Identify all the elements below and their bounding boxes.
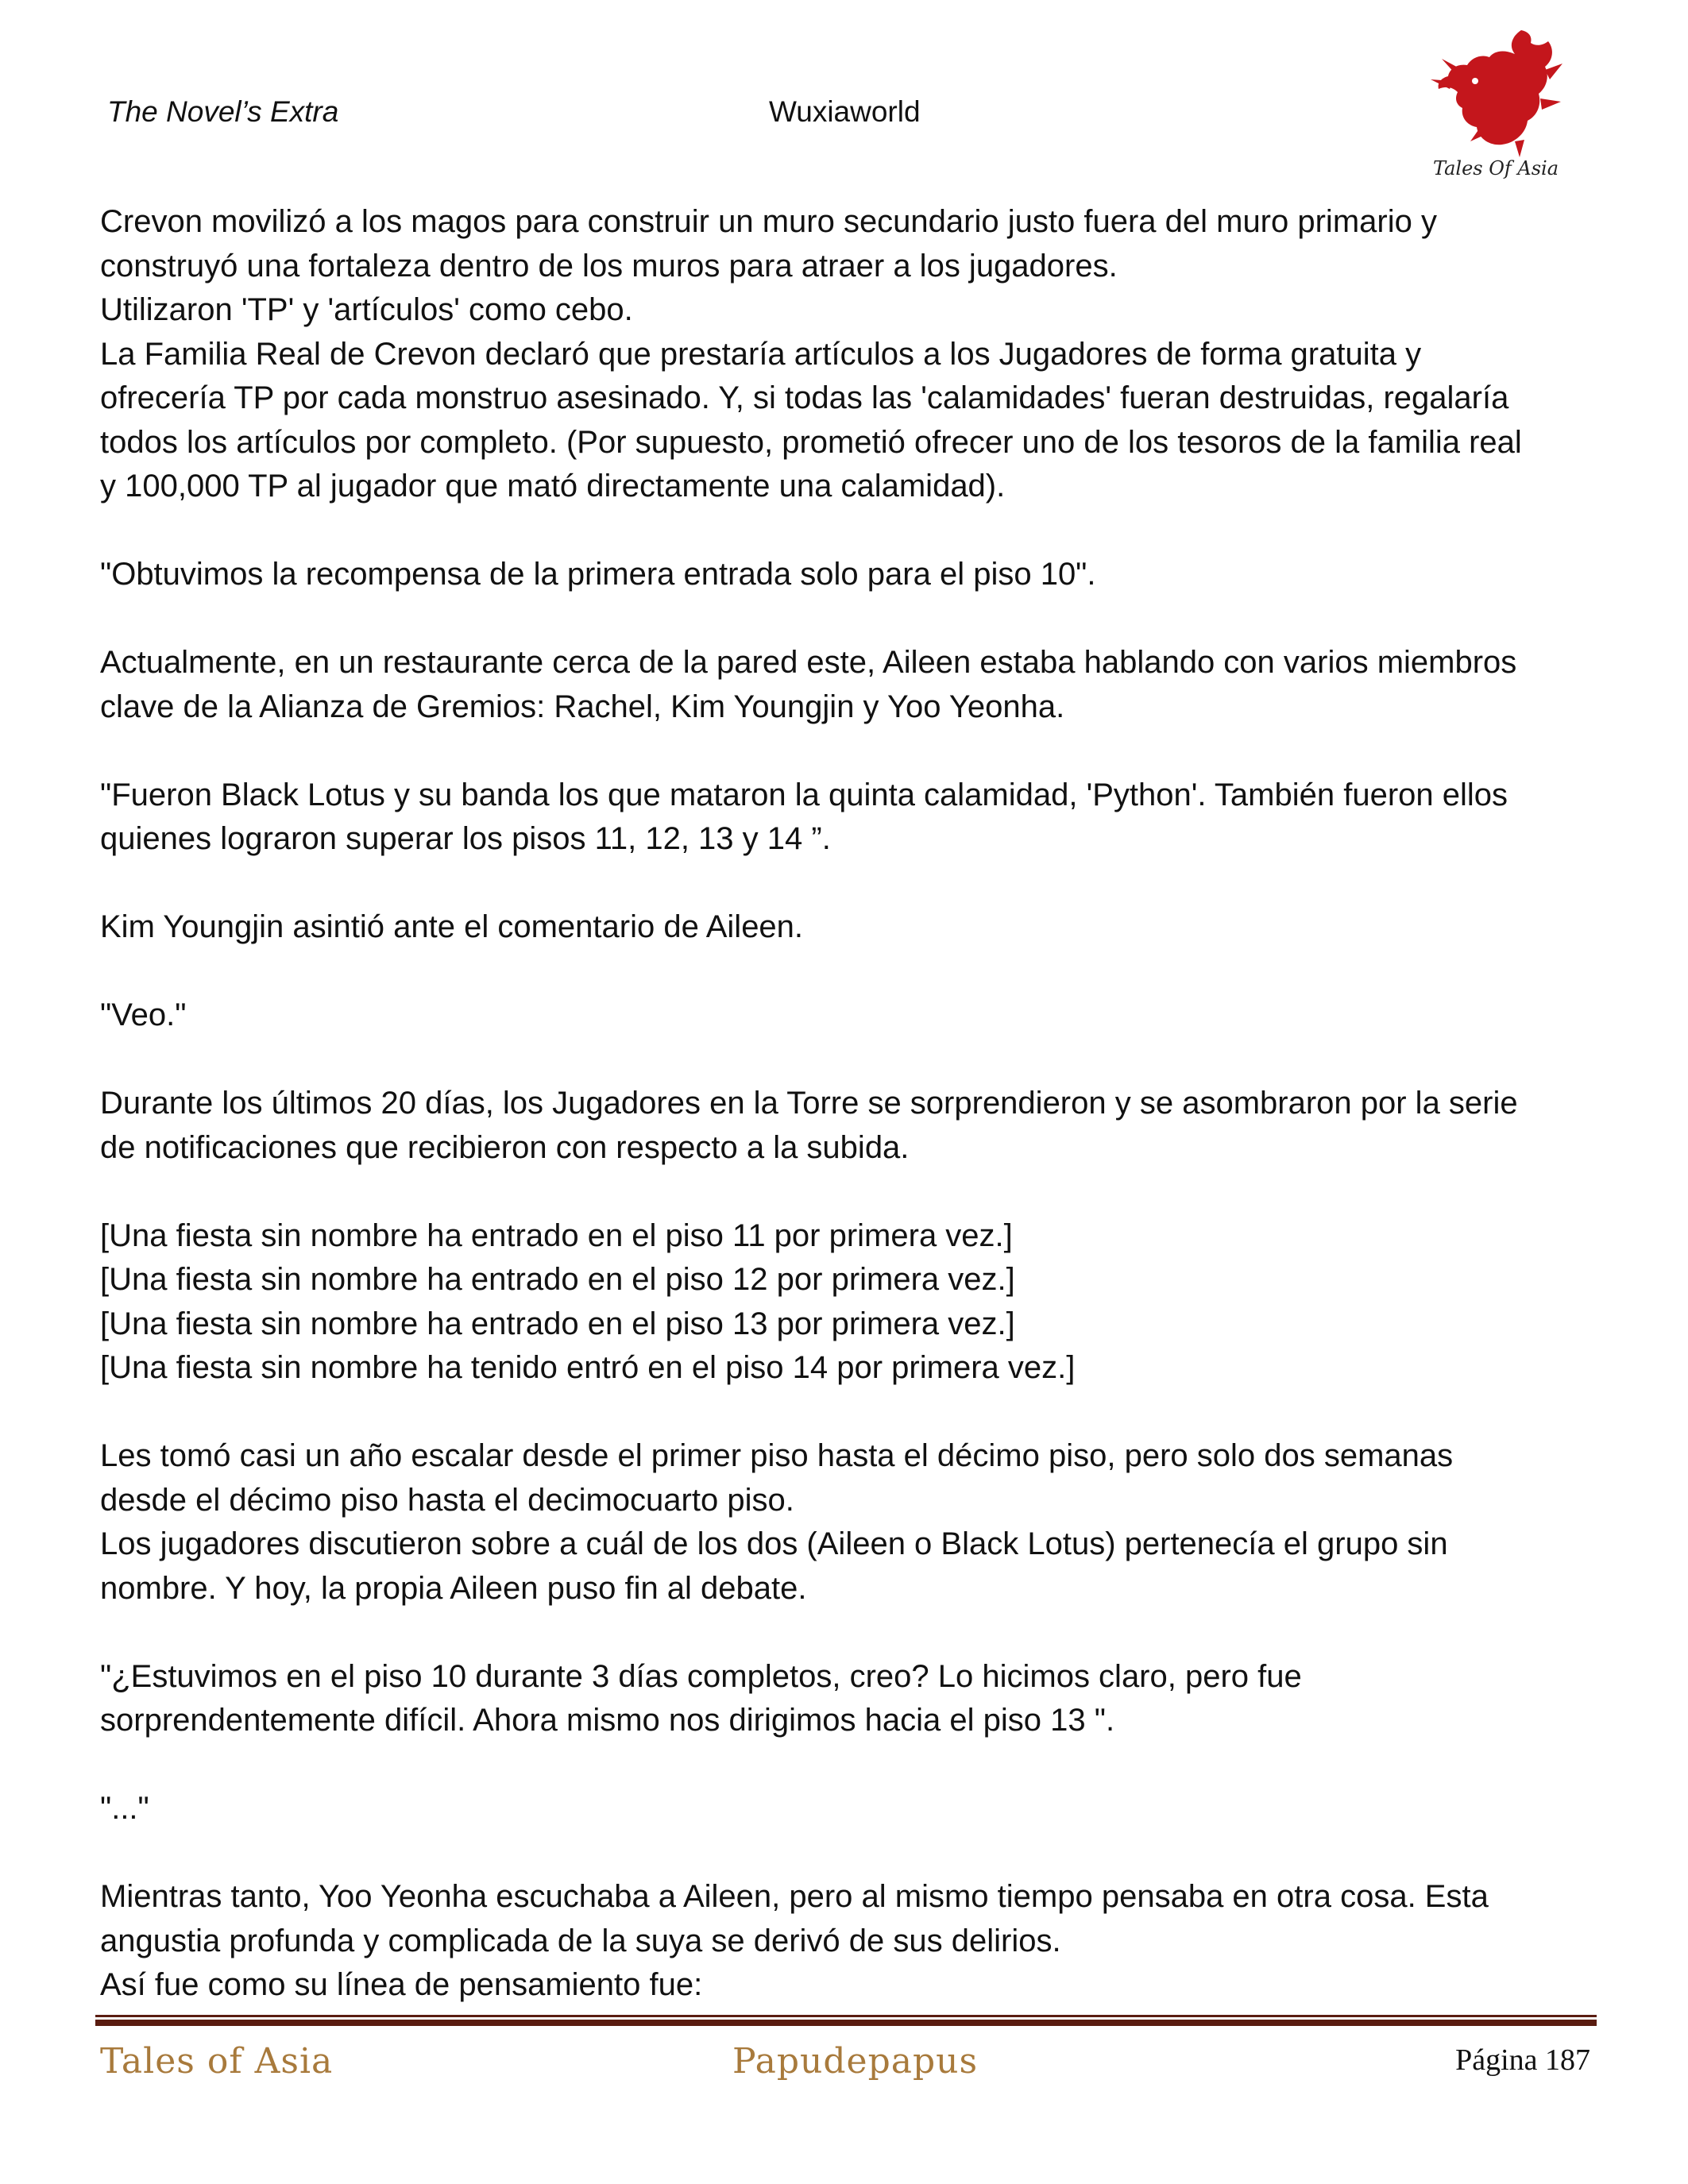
text-line: nombre. Y hoy, la propia Aileen puso fin al debate. [100,1570,807,1606]
dragon-icon [1426,22,1565,185]
footer-translator: Papudepapus [732,2041,979,2082]
svg-text:Tales Of Asia: Tales Of Asia [1432,157,1559,179]
page-body [100,200,1593,2008]
text-line: sorprendentemente difícil. Ahora mismo nos dirigimos hacia el piso 13 ". [100,1703,1115,1738]
text-line: [Una fiesta sin nombre ha tenido entró en el piso 14 por primera vez.] [100,1350,1076,1385]
header-source: Wuxiaworld [769,95,921,128]
text-line: Kim Youngjin asintió ante el comentario de Aileen. [100,909,804,944]
text-line: todos los artículos por completo. (Por supuesto, prometió ofrecer uno de los tesoros de la familia real [100,424,1522,460]
text-line: "..." [100,1791,149,1826]
text-line: "¿Estuvimos en el piso 10 durante 3 días completos, creo? Lo hicimos claro, pero fue [100,1658,1302,1694]
text-line: Utilizaron 'TP' y 'artículos' como cebo. [100,292,633,327]
text-line: Crevon movilizó a los magos para construir un muro secundario justo fuera del muro primario y [100,204,1437,239]
text-line: Mientras tanto, Yoo Yeonha escuchaba a Aileen, pero al mismo tiempo pensaba en otra cosa. Esta [100,1879,1489,1914]
text-line: angustia profunda y complicada de la suya se derivó de sus delirios. [100,1923,1061,1958]
text-line: quienes lograron superar los pisos 11, 12, 13 y 14 ”. [100,821,831,856]
blank-line [100,950,1593,994]
blank-line [100,1391,1593,1435]
text-line: "Veo." [100,997,187,1032]
text-line: La Familia Real de Crevon declaró que prestaría artículos a los Jugadores de forma gratuita y [100,336,1422,372]
blank-line [100,862,1593,906]
text-line: desde el décimo piso hasta el decimocuarto piso. [100,1482,794,1518]
text-line: [Una fiesta sin nombre ha entrado en el piso 12 por primera vez.] [100,1262,1015,1297]
text-line: ofrecería TP por cada monstruo asesinado. Y, si todas las 'calamidades' fueran destruidas, regalaría [100,380,1509,415]
blank-line [100,1170,1593,1214]
text-line: Durante los últimos 20 días, los Jugadores en la Torre se sorprendieron y se asombraron por la serie [100,1086,1518,1121]
text-line: Los jugadores discutieron sobre a cuál de los dos (Aileen o Black Lotus) pertenecía el grupo sin [100,1526,1448,1561]
header-title: The Novel’s Extra [107,95,339,128]
footer-site-name: Tales of Asia [100,2041,334,2082]
blank-line [100,1611,1593,1655]
footer-divider [95,2015,1597,2026]
blank-line [100,597,1593,642]
text-line: de notificaciones que recibieron con respecto a la subida. [100,1129,910,1165]
text-line: y 100,000 TP al jugador que mató directamente una calamidad). [100,469,1006,504]
blank-line [100,1831,1593,1876]
tales-of-asia-logo [1426,22,1565,185]
text-line: "Fueron Black Lotus y su banda los que mataron la quinta calamidad, 'Python'. También fueron ellos [100,777,1508,812]
blank-line [100,1038,1593,1082]
blank-line [100,1743,1593,1788]
blank-line [100,729,1593,774]
text-line: [Una fiesta sin nombre ha entrado en el piso 11 por primera vez.] [100,1217,1013,1253]
text-line: construyó una fortaleza dentro de los muros para atraer a los jugadores. [100,248,1118,284]
page-number: Página 187 [1455,2043,1590,2077]
text-line: clave de la Alianza de Gremios: Rachel, Kim Youngjin y Yoo Yeonha. [100,689,1065,724]
text-line: Así fue como su línea de pensamiento fue: [100,1967,703,2002]
text-line: "Obtuvimos la recompensa de la primera entrada solo para el piso 10". [100,557,1096,592]
blank-line [100,509,1593,554]
text-line: [Una fiesta sin nombre ha entrado en el piso 13 por primera vez.] [100,1306,1015,1341]
text-line: Actualmente, en un restaurante cerca de la pared este, Aileen estaba hablando con varios miembros [100,645,1517,680]
text-line: Les tomó casi un año escalar desde el primer piso hasta el décimo piso, pero solo dos semanas [100,1438,1454,1473]
